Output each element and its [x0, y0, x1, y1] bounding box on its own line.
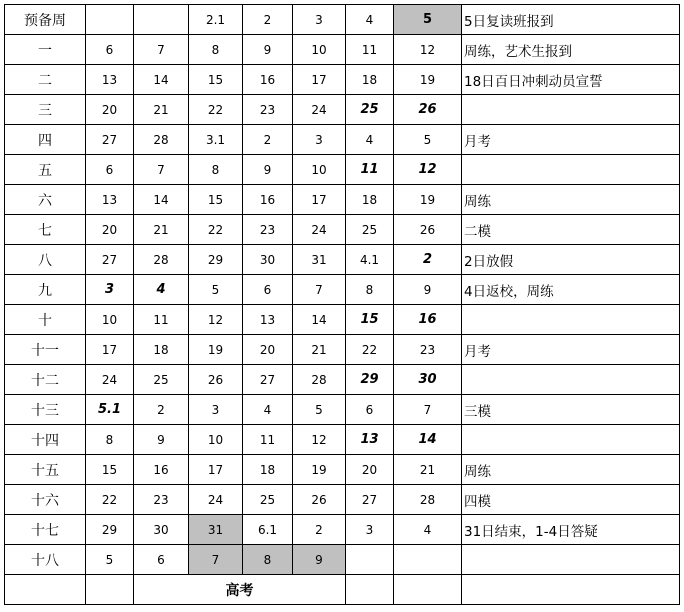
day-cell: 20 — [86, 215, 134, 245]
day-cell: 15 — [346, 305, 394, 335]
day-cell: 29 — [86, 515, 134, 545]
week-row — [5, 365, 680, 395]
day-cell: 14 — [134, 65, 189, 95]
day-cell: 3 — [293, 5, 346, 35]
day-cell: 25 — [134, 365, 189, 395]
day-cell: 12 — [394, 35, 462, 65]
day-cell: 13 — [86, 185, 134, 215]
day-cell: 4 — [394, 515, 462, 545]
day-cell: 28 — [394, 485, 462, 515]
day-cell: 10 — [293, 35, 346, 65]
day-cell: 20 — [243, 335, 293, 365]
day-cell: 8 — [189, 155, 243, 185]
week-label: 十三 — [5, 395, 86, 425]
day-cell: 7 — [134, 155, 189, 185]
week-row — [5, 305, 680, 335]
day-cell: 4.1 — [346, 245, 394, 275]
week-row — [5, 545, 680, 575]
day-cell: 9 — [243, 35, 293, 65]
day-cell: 24 — [293, 215, 346, 245]
day-cell: 22 — [189, 215, 243, 245]
day-cell: 9 — [293, 545, 346, 575]
day-cell: 28 — [134, 125, 189, 155]
week-label: 二 — [5, 65, 86, 95]
day-cell: 13 — [346, 425, 394, 455]
week-row — [5, 95, 680, 125]
note-cell — [462, 305, 680, 335]
week-row — [5, 185, 680, 215]
note-cell: 月考 — [462, 335, 680, 365]
day-cell: 2 — [293, 515, 346, 545]
day-cell: 21 — [134, 215, 189, 245]
day-cell: 22 — [346, 335, 394, 365]
day-cell: 28 — [134, 245, 189, 275]
day-cell: 3 — [189, 395, 243, 425]
week-row — [5, 515, 680, 545]
day-cell — [394, 545, 462, 575]
day-cell: 24 — [86, 365, 134, 395]
note-cell: 周练 — [462, 185, 680, 215]
day-cell: 29 — [189, 245, 243, 275]
day-cell: 27 — [86, 245, 134, 275]
day-cell: 4 — [346, 125, 394, 155]
week-label: 六 — [5, 185, 86, 215]
week-row — [5, 245, 680, 275]
week-label: 十八 — [5, 545, 86, 575]
day-cell: 4 — [346, 5, 394, 35]
week-label: 十五 — [5, 455, 86, 485]
day-cell: 3.1 — [189, 125, 243, 155]
note-cell — [462, 95, 680, 125]
day-cell: 4 — [243, 395, 293, 425]
day-cell: 25 — [346, 215, 394, 245]
day-cell: 3 — [293, 125, 346, 155]
day-cell: 10 — [293, 155, 346, 185]
note-cell: 三模 — [462, 395, 680, 425]
empty-cell — [346, 575, 394, 605]
day-cell: 5 — [189, 275, 243, 305]
week-label: 预备周 — [5, 5, 86, 35]
day-cell: 22 — [189, 95, 243, 125]
day-cell: 21 — [394, 455, 462, 485]
day-cell: 2.1 — [189, 5, 243, 35]
day-cell: 27 — [243, 365, 293, 395]
day-cell: 6 — [243, 275, 293, 305]
week-label: 一 — [5, 35, 86, 65]
day-cell: 11 — [134, 305, 189, 335]
day-cell: 6.1 — [243, 515, 293, 545]
week-label: 十二 — [5, 365, 86, 395]
day-cell: 5 — [293, 395, 346, 425]
day-cell: 16 — [134, 455, 189, 485]
day-cell: 2 — [134, 395, 189, 425]
day-cell: 29 — [346, 365, 394, 395]
day-cell: 7 — [189, 545, 243, 575]
empty-cell — [394, 575, 462, 605]
day-cell: 2 — [394, 245, 462, 275]
week-row — [5, 455, 680, 485]
day-cell: 15 — [189, 65, 243, 95]
final-row — [5, 575, 680, 605]
day-cell: 23 — [134, 485, 189, 515]
day-cell: 5 — [86, 545, 134, 575]
day-cell: 30 — [243, 245, 293, 275]
day-cell: 5 — [394, 125, 462, 155]
day-cell: 13 — [243, 305, 293, 335]
day-cell: 30 — [134, 515, 189, 545]
empty-cell — [462, 575, 680, 605]
day-cell: 11 — [346, 155, 394, 185]
day-cell: 6 — [346, 395, 394, 425]
day-cell: 11 — [346, 35, 394, 65]
note-cell: 31日结束，1-4日答疑 — [462, 515, 680, 545]
day-cell: 6 — [86, 155, 134, 185]
day-cell: 18 — [346, 65, 394, 95]
day-cell: 12 — [293, 425, 346, 455]
week-label: 十一 — [5, 335, 86, 365]
day-cell: 11 — [243, 425, 293, 455]
week-label: 十 — [5, 305, 86, 335]
week-row — [5, 335, 680, 365]
week-row — [5, 5, 680, 35]
note-cell: 2日放假 — [462, 245, 680, 275]
day-cell: 22 — [86, 485, 134, 515]
day-cell: 16 — [243, 65, 293, 95]
day-cell: 19 — [394, 185, 462, 215]
day-cell: 8 — [243, 545, 293, 575]
day-cell: 24 — [189, 485, 243, 515]
school-calendar-table — [4, 4, 680, 605]
day-cell: 10 — [189, 425, 243, 455]
day-cell: 7 — [134, 35, 189, 65]
day-cell: 31 — [189, 515, 243, 545]
day-cell: 31 — [293, 245, 346, 275]
note-cell: 二模 — [462, 215, 680, 245]
day-cell: 7 — [293, 275, 346, 305]
day-cell: 26 — [394, 95, 462, 125]
day-cell: 19 — [189, 335, 243, 365]
day-cell: 14 — [394, 425, 462, 455]
note-cell — [462, 425, 680, 455]
day-cell: 14 — [293, 305, 346, 335]
final-exam-label: 高考 — [134, 575, 346, 605]
day-cell: 12 — [189, 305, 243, 335]
day-cell: 21 — [293, 335, 346, 365]
week-row — [5, 125, 680, 155]
note-cell — [462, 545, 680, 575]
day-cell: 17 — [189, 455, 243, 485]
day-cell: 2 — [243, 125, 293, 155]
week-label: 三 — [5, 95, 86, 125]
week-row — [5, 275, 680, 305]
day-cell: 10 — [86, 305, 134, 335]
day-cell: 17 — [86, 335, 134, 365]
day-cell: 28 — [293, 365, 346, 395]
day-cell: 9 — [243, 155, 293, 185]
week-row — [5, 35, 680, 65]
day-cell: 18 — [134, 335, 189, 365]
note-cell: 4日返校，周练 — [462, 275, 680, 305]
day-cell: 8 — [346, 275, 394, 305]
day-cell: 8 — [189, 35, 243, 65]
day-cell: 8 — [86, 425, 134, 455]
day-cell: 20 — [346, 455, 394, 485]
day-cell: 6 — [86, 35, 134, 65]
day-cell: 3 — [346, 515, 394, 545]
empty-cell — [86, 575, 134, 605]
day-cell: 14 — [134, 185, 189, 215]
empty-cell — [5, 575, 86, 605]
day-cell: 19 — [394, 65, 462, 95]
week-label: 五 — [5, 155, 86, 185]
day-cell: 18 — [243, 455, 293, 485]
day-cell: 23 — [394, 335, 462, 365]
day-cell: 9 — [134, 425, 189, 455]
note-cell: 18日百日冲刺动员宣誓 — [462, 65, 680, 95]
note-cell — [462, 155, 680, 185]
week-label: 十四 — [5, 425, 86, 455]
day-cell: 7 — [394, 395, 462, 425]
day-cell: 17 — [293, 65, 346, 95]
day-cell: 15 — [189, 185, 243, 215]
day-cell: 18 — [346, 185, 394, 215]
week-row — [5, 155, 680, 185]
note-cell: 周练，艺术生报到 — [462, 35, 680, 65]
week-row — [5, 485, 680, 515]
day-cell: 24 — [293, 95, 346, 125]
week-label: 四 — [5, 125, 86, 155]
day-cell: 26 — [394, 215, 462, 245]
day-cell: 2 — [243, 5, 293, 35]
day-cell: 27 — [86, 125, 134, 155]
day-cell: 5.1 — [86, 395, 134, 425]
day-cell: 9 — [394, 275, 462, 305]
day-cell: 23 — [243, 95, 293, 125]
day-cell: 25 — [346, 95, 394, 125]
day-cell: 26 — [293, 485, 346, 515]
day-cell: 12 — [394, 155, 462, 185]
day-cell: 25 — [243, 485, 293, 515]
week-row — [5, 215, 680, 245]
week-row — [5, 65, 680, 95]
day-cell: 16 — [243, 185, 293, 215]
day-cell: 26 — [189, 365, 243, 395]
note-cell — [462, 365, 680, 395]
day-cell: 5 — [394, 5, 462, 35]
day-cell — [134, 5, 189, 35]
day-cell: 3 — [86, 275, 134, 305]
week-row — [5, 395, 680, 425]
week-label: 七 — [5, 215, 86, 245]
day-cell: 16 — [394, 305, 462, 335]
note-cell: 周练 — [462, 455, 680, 485]
day-cell: 13 — [86, 65, 134, 95]
week-label: 十七 — [5, 515, 86, 545]
day-cell — [346, 545, 394, 575]
week-label: 九 — [5, 275, 86, 305]
day-cell: 21 — [134, 95, 189, 125]
week-label: 八 — [5, 245, 86, 275]
day-cell: 17 — [293, 185, 346, 215]
day-cell: 19 — [293, 455, 346, 485]
day-cell — [86, 5, 134, 35]
note-cell: 月考 — [462, 125, 680, 155]
schedule-body — [5, 5, 680, 605]
day-cell: 20 — [86, 95, 134, 125]
note-cell: 四模 — [462, 485, 680, 515]
note-cell: 5日复读班报到 — [462, 5, 680, 35]
day-cell: 30 — [394, 365, 462, 395]
day-cell: 15 — [86, 455, 134, 485]
day-cell: 27 — [346, 485, 394, 515]
day-cell: 23 — [243, 215, 293, 245]
week-label: 十六 — [5, 485, 86, 515]
day-cell: 4 — [134, 275, 189, 305]
day-cell: 6 — [134, 545, 189, 575]
week-row — [5, 425, 680, 455]
